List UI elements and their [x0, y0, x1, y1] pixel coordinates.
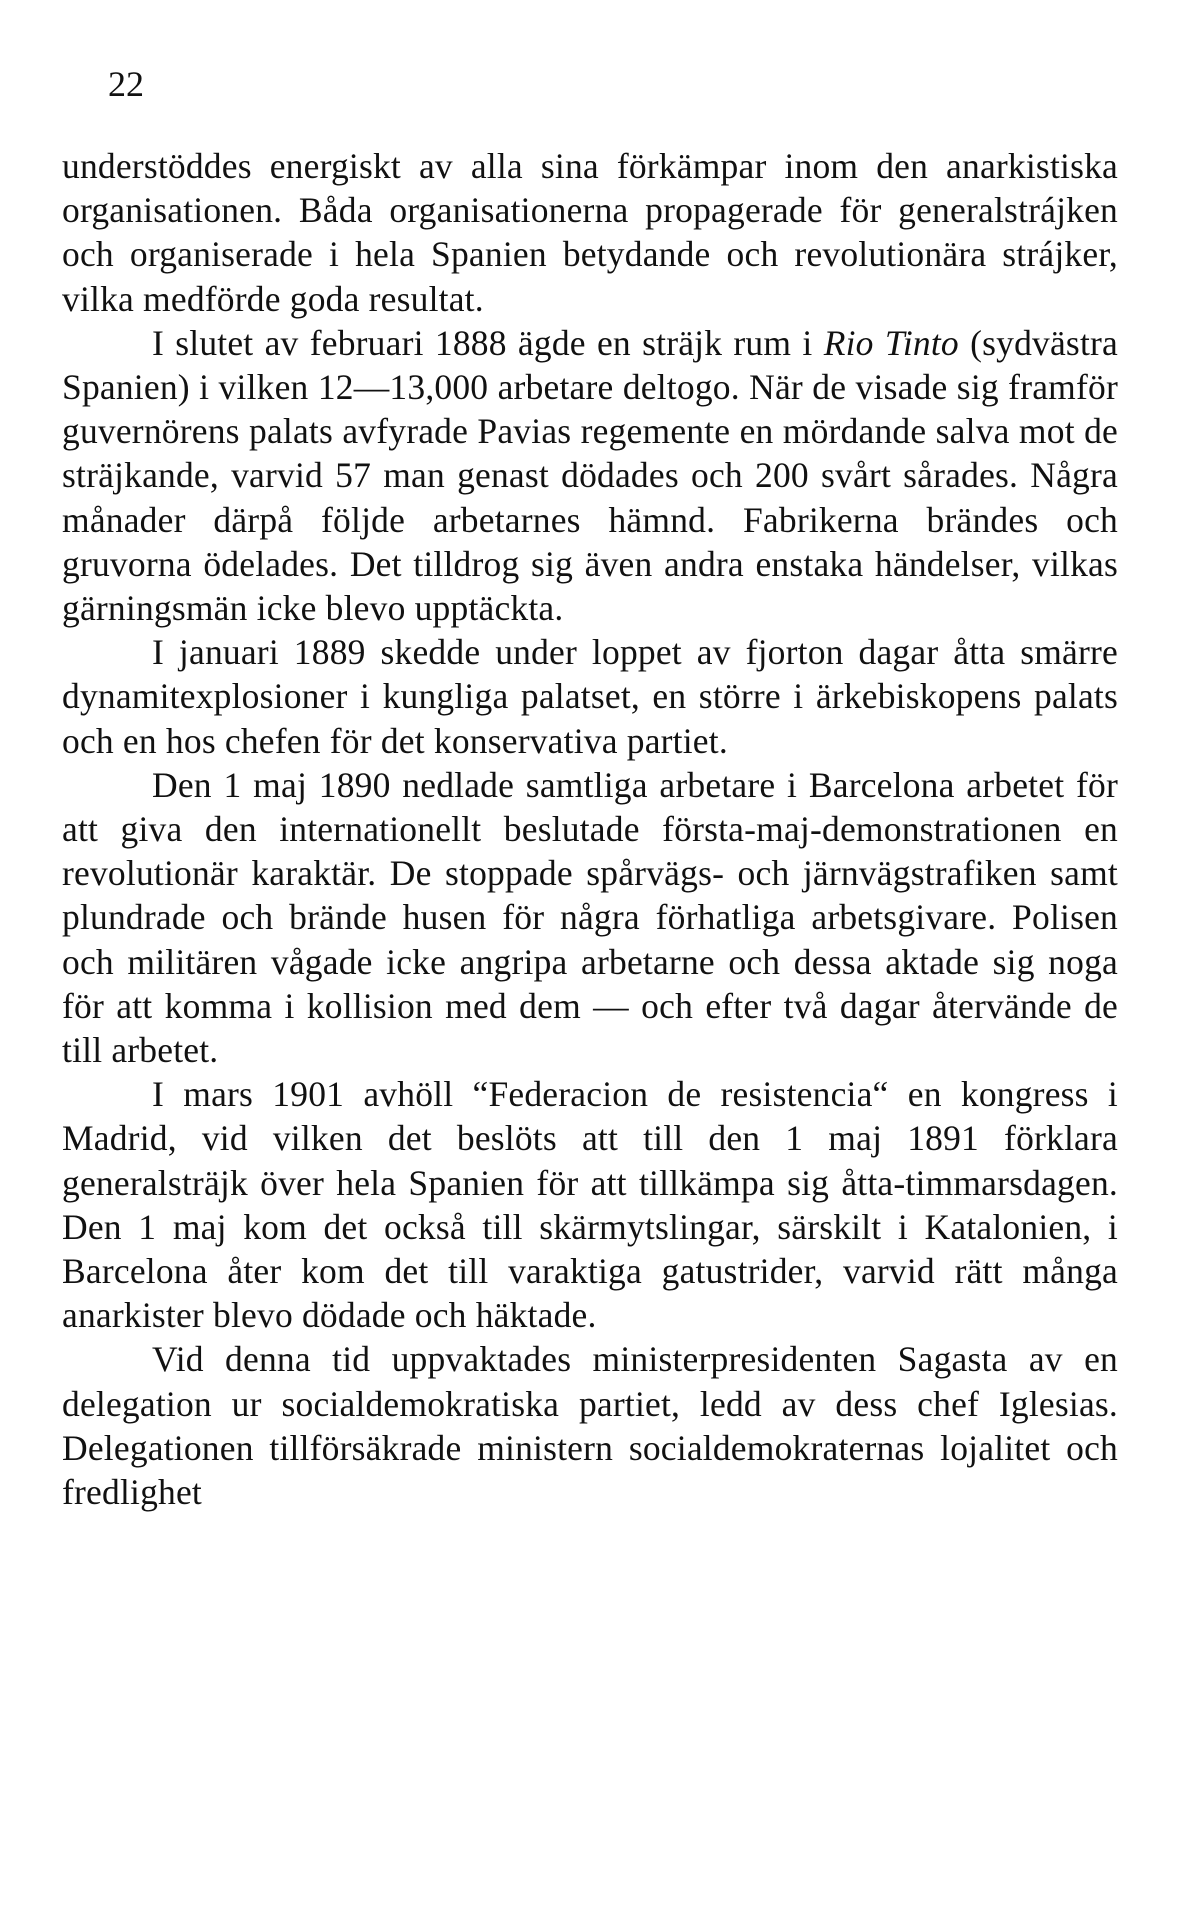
- paragraph: [62, 630, 1118, 763]
- paragraph: [62, 1337, 1118, 1514]
- body-text: [62, 144, 1118, 1514]
- page-number: 22: [108, 64, 144, 104]
- paragraph-text: Vid denna tid uppvaktades ministerpresidenten Sagasta av en delegation ur socialdemokratiska partiet, ledd av dess chef Iglesias. Delegationen tillförsäkrade ministern socialdemokraternas lojalitet och fredlighet: [62, 1339, 1118, 1513]
- italic-text: Rio Tinto: [823, 322, 959, 363]
- paragraph-text: I mars 1901 avhöll “Federacion de resistencia“ en kongress i Madrid, vid vilken det beslöts att till den 1 maj 1891 förklara generalsträjk över hela Spanien för att tillkämpa sig åtta-timmarsdagen. Den 1 maj kom det också till skärmytslingar, särskilt i Katalonien, i Barcelona åter kom det till varaktiga gatustrider, varvid rätt många anarkister blevo dödade och häktade.: [62, 1074, 1118, 1336]
- paragraph: [62, 321, 1118, 630]
- paragraph-text: (sydvästra Spanien) i vilken 12—13,000 arbetare deltogo. När de visade sig framför guvernörens palats avfyrade Pavias regemente en mördande salva mot de sträjkande, varvid 57 man genast dödades och 200 svårt sårades. Några månader därpå följde arbetarnes hämnd. Fabrikerna brändes och gruvorna ödelades. Det tilldrog sig även andra enstaka händelser, vilkas gärningsmän icke blevo upptäckta.: [62, 322, 1118, 629]
- paragraph-text: Den 1 maj 1890 nedlade samtliga arbetare i Barcelona arbetet för att giva den internationellt beslutade första-maj-demonstrationen en revolutionär karaktär. De stoppade spårvägs- och järnvägstrafiken samt plundrade och brände husen för några förhatliga arbetsgivare. Polisen och militären vågade icke angripa arbetarne och dessa aktade sig noga för att komma i kollision med dem — och efter två dagar återvände de till arbetet.: [62, 764, 1118, 1071]
- paragraph-text: understöddes energiskt av alla sina förkämpar inom den anarkistiska organisationen. Båda organisationerna propagerade för generalstrájken och organiserade i hela Spanien betydande och revolutionära strájker, vilka medförde goda resultat.: [62, 146, 1118, 319]
- paragraph-text: I slutet av februari 1888 ägde en sträjk rum i: [152, 322, 824, 363]
- paragraph: [62, 144, 1118, 321]
- paragraph: [62, 763, 1118, 1072]
- paragraph: [62, 1072, 1118, 1337]
- paragraph-text: I januari 1889 skedde under loppet av fjorton dagar åtta smärre dynamitexplosioner i kungliga palatset, en större i ärkebiskopens palats och en hos chefen för det konservativa partiet.: [62, 632, 1118, 761]
